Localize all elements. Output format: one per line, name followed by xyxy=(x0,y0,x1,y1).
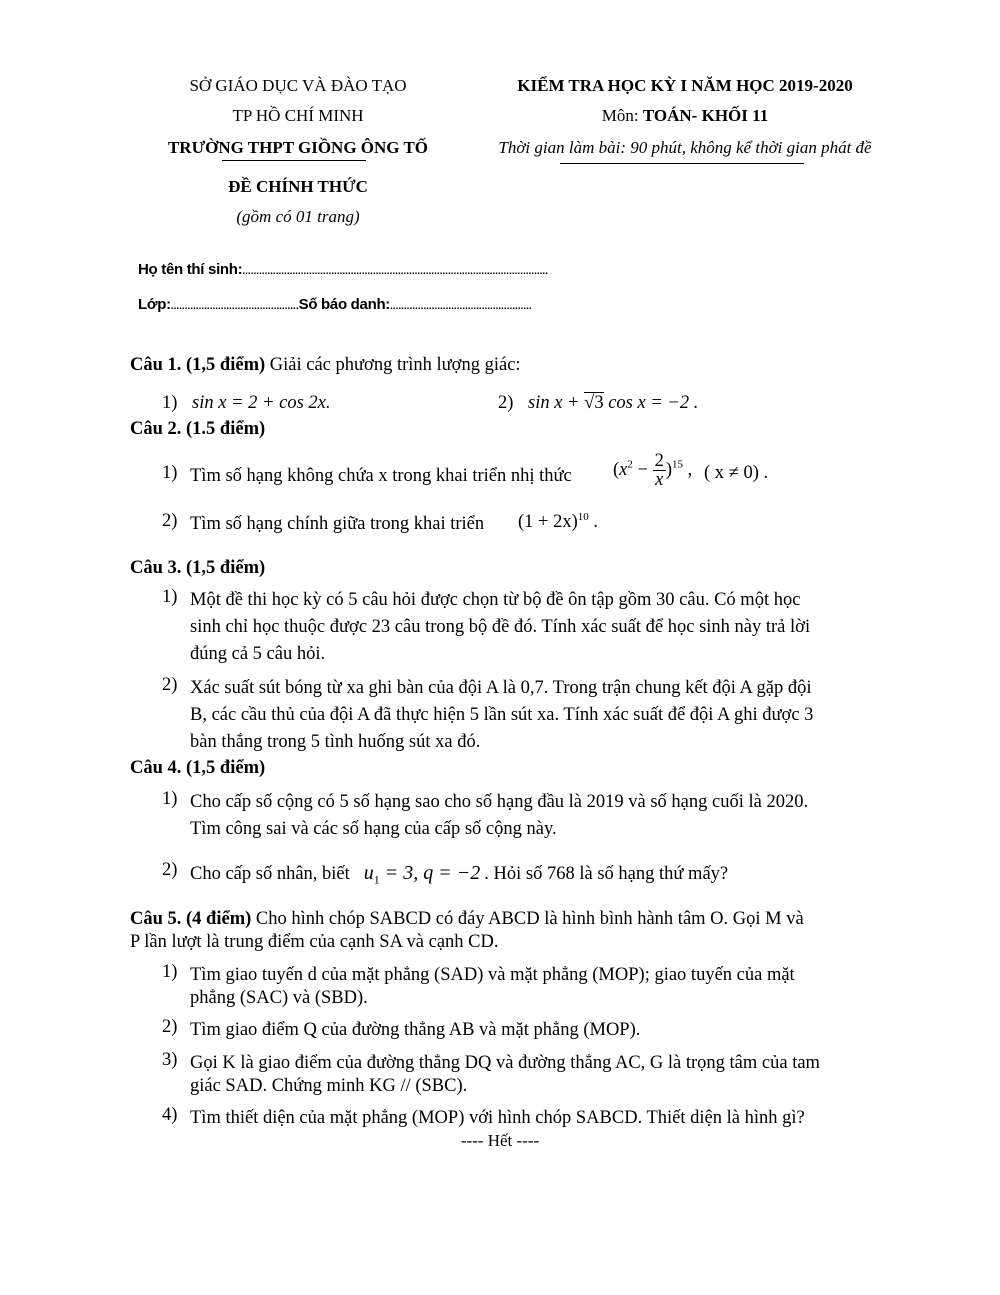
q5-item3-line1: Gọi K là giao điểm của đường thẳng DQ và đường thẳng AC, G là trọng tâm của tam xyxy=(190,1053,820,1073)
q5-intro-line2: P lần lượt là trung điểm của cạnh SA và cạnh CD. xyxy=(130,932,499,952)
q3-item2-line1: Xác suất sút bóng từ xa ghi bàn của đội A là 0,7. Trong trận chung kết đội A gặp đội xyxy=(190,678,812,698)
q1-e2-part1: sin x + xyxy=(528,393,585,413)
q2-item1-number: 1) xyxy=(162,463,178,483)
q2-binomial: ($x^2$ − $\frac{2}{x}$ )$^{15}$ , xyxy=(613,451,693,490)
q1-item1-equation: sin x = 2 + cos 2x. xyxy=(192,393,331,413)
q2-expansion xyxy=(518,511,598,533)
official-label: ĐỀ CHÍNH THỨC xyxy=(228,177,368,196)
subject-name: TOÁN- KHỐI 11 xyxy=(642,106,769,125)
subject-prefix: Môn: xyxy=(601,106,643,125)
school-underline xyxy=(222,160,366,161)
q1-item1-number: 1) xyxy=(162,393,178,413)
q3-item2-line2: B, các cầu thủ của đội A đã thực hiện 5 lần sút xa. Tính xác suất để đội A ghi được 3 xyxy=(190,705,814,725)
q3-item2-number: 2) xyxy=(162,675,178,695)
subject-line xyxy=(490,106,880,126)
class-dots: .............................................. xyxy=(170,301,299,312)
q2-expansion-exp: 10 xyxy=(577,511,589,523)
q1-sqrt-arg: 3 xyxy=(594,393,604,413)
q4-item1-number: 1) xyxy=(162,789,178,809)
q5-item2-number: 2) xyxy=(162,1017,178,1037)
q4-item2-number: 2) xyxy=(162,860,178,880)
q2-item2-number: 2) xyxy=(162,511,178,531)
q4-item2-text-a: Cho cấp số nhân, biết xyxy=(190,864,350,884)
q5-title: Câu 5. (4 điểm) xyxy=(130,909,252,929)
q3-item2-line3: bàn thắng trong 5 tình huống sút xa đó. xyxy=(190,732,481,752)
q1-item2-equation xyxy=(528,393,698,414)
q1-heading xyxy=(130,352,521,378)
time-underline xyxy=(560,163,804,164)
class-label: Lớp: xyxy=(138,296,171,313)
q1-item2-number: 2) xyxy=(498,393,514,413)
q2-expansion-end: . xyxy=(588,512,599,533)
q2-title: Câu 2. (1.5 điểm) xyxy=(130,419,266,439)
q1-text: Giải các phương trình lượng giác: xyxy=(265,355,521,375)
q5-item3-line2: giác SAD. Chứng minh KG // (SBC). xyxy=(190,1076,468,1096)
time-note: Thời gian làm bài: 90 phút, không kể thời gian phát đề xyxy=(498,138,872,157)
dept-name: SỞ GIÁO DỤC VÀ ĐÀO TẠO xyxy=(189,76,407,95)
candidate-class-line xyxy=(138,296,532,313)
q4-item1-line1: Cho cấp số cộng có 5 số hạng sao cho số hạng đầu là 2019 và số hạng cuối là 2020. xyxy=(190,792,809,812)
q4-item2-text-b: . Hỏi số 768 là số hạng thứ mấy? xyxy=(484,864,729,884)
q5-intro-line1: Cho hình chóp SABCD có đáy ABCD là hình bình hành tâm O. Gọi M và xyxy=(251,909,804,929)
candidate-name-line xyxy=(138,261,548,278)
q2-fraction xyxy=(653,452,666,489)
q5-item3-number: 3) xyxy=(162,1050,178,1070)
q1-sqrt3: √3 xyxy=(584,393,604,413)
q4-title: Câu 4. (1,5 điểm) xyxy=(130,758,266,778)
q3-title: Câu 3. (1,5 điểm) xyxy=(130,558,266,578)
candidate-name-dots: .............................................................................................................. xyxy=(242,266,548,277)
q2-expansion-base: (1 + 2x) xyxy=(518,512,578,533)
q2-frac-num: 2 xyxy=(654,451,664,471)
q5-item2-line: Tìm giao điểm Q của đường thẳng AB và mặt phẳng (MOP). xyxy=(190,1020,641,1040)
q5-item1-line1: Tìm giao tuyến d của mặt phẳng (SAD) và mặt phẳng (MOP); giao tuyến của mặt xyxy=(190,965,795,985)
q5-item4-number: 4) xyxy=(162,1105,178,1125)
q5-item1-line2: phẳng (SAC) và (SBD). xyxy=(190,988,368,1008)
id-label: Số báo danh: xyxy=(298,296,391,313)
q4-item2-line xyxy=(190,860,728,893)
q4-item1-line2: Tìm công sai và các số hạng của cấp số cộng này. xyxy=(190,819,557,839)
city-name: TP HỒ CHÍ MINH xyxy=(232,106,364,125)
q4-u1-symbol: u xyxy=(363,862,374,884)
q5-item4-line: Tìm thiết diện của mặt phẳng (MOP) với hình chóp SABCD. Thiết diện là hình gì? xyxy=(190,1108,805,1128)
id-dots: ................................................... xyxy=(390,301,532,312)
q2-item1-text: Tìm số hạng không chứa x trong khai triển nhị thức xyxy=(190,466,572,486)
exam-title: KIỂM TRA HỌC KỲ I NĂM HỌC 2019-2020 xyxy=(517,76,853,95)
q2-item2-text: Tìm số hạng chính giữa trong khai triển xyxy=(190,514,485,534)
school-name: TRƯỜNG THPT GIỒNG ÔNG TỐ xyxy=(167,138,429,157)
candidate-name-label: Họ tên thí sinh: xyxy=(138,261,243,278)
q3-item1-line3: đúng cả 5 câu hỏi. xyxy=(190,644,326,664)
q2-frac-den: x xyxy=(655,470,664,490)
q5-item1-number: 1) xyxy=(162,962,178,982)
q3-item1-number: 1) xyxy=(162,587,178,607)
q2-exponent: 15 xyxy=(672,458,683,471)
page-count-note: (gồm có 01 trang) xyxy=(236,207,360,226)
q1-title: Câu 1. (1,5 điểm) xyxy=(130,355,266,375)
q2-condition: ( x ≠ 0) . xyxy=(704,463,769,483)
q4-u1-sub: 1 xyxy=(373,872,380,887)
q3-item1-line2: sinh chỉ học thuộc được 23 câu trong bộ đề đó. Tính xác suất để học sinh này trả lời xyxy=(190,617,811,637)
q1-e2-part2: cos x = −2 . xyxy=(603,393,699,413)
q4-params: = 3, q = −2 xyxy=(379,862,481,884)
end-marker: ---- Hết ---- xyxy=(460,1131,540,1150)
q3-item1-line1: Một đề thi học kỳ có 5 câu hỏi được chọn từ bộ đề ôn tập gồm 30 câu. Có một học xyxy=(190,590,801,610)
